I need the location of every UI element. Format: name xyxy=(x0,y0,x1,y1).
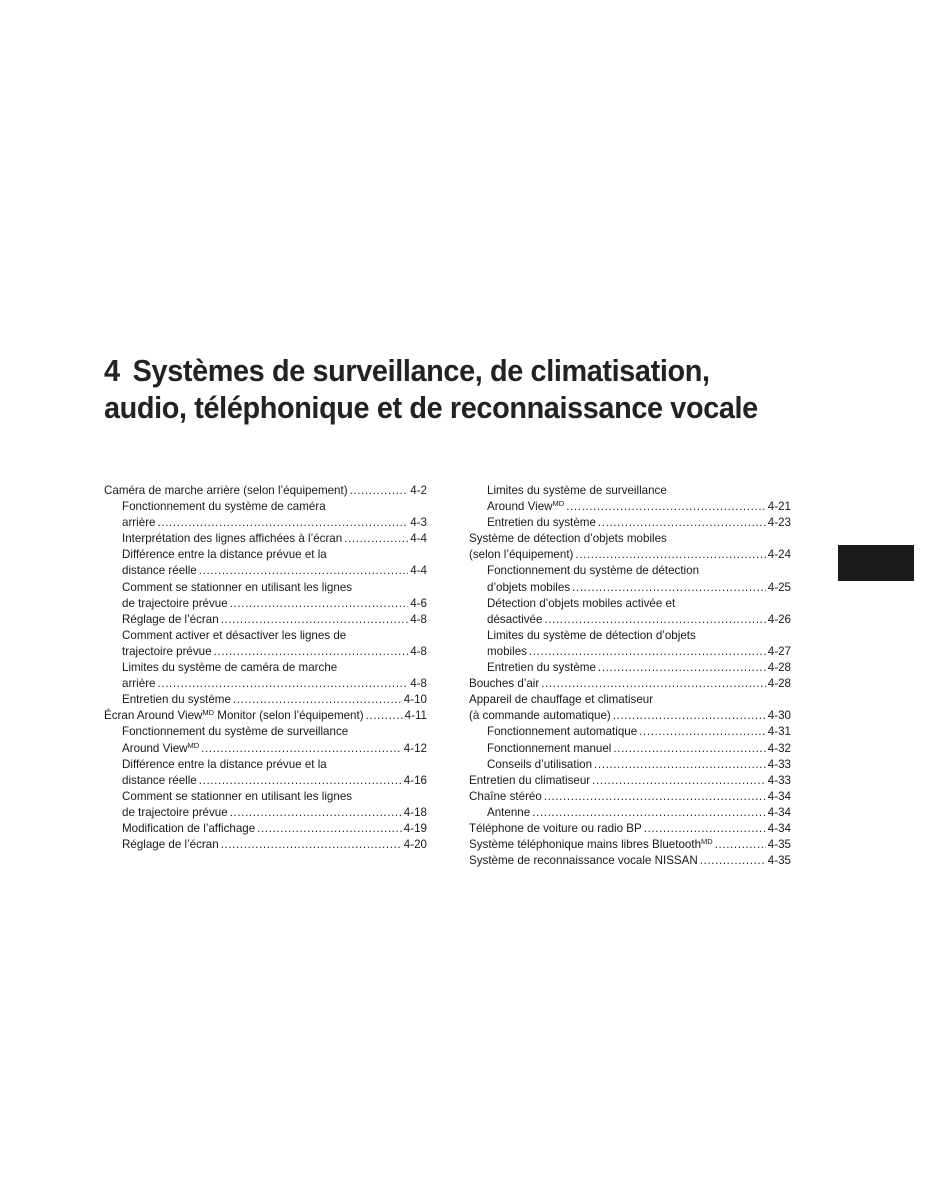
toc-entry-label xyxy=(487,805,530,821)
toc-entry[interactable] xyxy=(469,757,791,773)
toc-entry[interactable] xyxy=(469,531,791,563)
toc-entry[interactable] xyxy=(104,789,427,821)
chapter-title xyxy=(104,352,829,426)
toc-entry-label-text: distance réelle xyxy=(122,773,197,787)
toc-entry-label-text: Conseils d’utilisation xyxy=(487,757,593,771)
toc-entry-row xyxy=(104,612,427,628)
toc-entry[interactable] xyxy=(469,563,791,595)
dot-leader xyxy=(598,515,766,531)
toc-entry-title-line: Détection d’objets mobiles activée et xyxy=(487,596,676,610)
toc-entry-row xyxy=(469,644,791,660)
toc-entry-label-text: Écran Around View xyxy=(104,709,203,723)
toc-page-number: 4-33 xyxy=(767,757,791,771)
toc-entry-label xyxy=(469,837,713,853)
toc-entry-row xyxy=(469,660,791,676)
toc-entry-label xyxy=(469,708,611,724)
toc-page-number: 4-28 xyxy=(767,677,791,691)
toc-entry-row xyxy=(104,563,427,579)
toc-entry-title-line: Limites du système de caméra de marche xyxy=(122,661,338,675)
toc-entry-label xyxy=(122,612,219,628)
toc-entry[interactable] xyxy=(469,676,791,692)
toc-entry-title-line: Fonctionnement du système de détection xyxy=(487,564,700,578)
toc-entry-label-text: Fonctionnement manuel xyxy=(487,741,612,755)
toc-entry-label xyxy=(104,708,364,724)
chapter-title-line-1 xyxy=(104,352,829,389)
toc-page-number: 4-23 xyxy=(767,516,791,530)
toc-entry[interactable] xyxy=(104,757,427,789)
toc-entry[interactable] xyxy=(104,547,427,579)
toc-entry-label-text: Fonctionnement automatique xyxy=(487,725,638,739)
toc-entry-row xyxy=(104,676,427,692)
toc-right-column xyxy=(469,483,791,869)
dot-leader xyxy=(257,821,402,837)
toc-page-number: 4-12 xyxy=(403,741,427,755)
toc-entry[interactable] xyxy=(469,773,791,789)
toc-entry-label xyxy=(487,499,564,515)
toc-entry-row xyxy=(469,837,791,853)
toc-page-number: 4-10 xyxy=(403,693,427,707)
toc-entry-title-line: Limites du système de surveillance xyxy=(487,484,667,497)
toc-entry-title-line: Différence entre la distance prévue et la xyxy=(122,757,327,771)
toc-entry-label xyxy=(122,563,197,579)
toc-entry-row xyxy=(469,805,791,821)
dot-leader xyxy=(201,741,402,757)
toc-entry-label xyxy=(487,644,527,660)
toc-page-number: 4-31 xyxy=(767,725,791,739)
toc-entry-title-line: Appareil de chauffage et climatiseur xyxy=(469,693,654,707)
toc-entry-label-text: Around View xyxy=(122,741,188,755)
toc-entry-row xyxy=(104,644,427,660)
toc-page-number: 4-27 xyxy=(767,644,791,658)
dot-leader xyxy=(230,805,402,821)
toc-entry-label xyxy=(104,483,348,499)
toc-entry-label-text: Réglage de l’écran xyxy=(122,612,219,626)
dot-leader xyxy=(350,483,409,499)
toc-entry-row xyxy=(469,708,791,724)
dot-leader xyxy=(532,805,766,821)
toc-page-number: 4-19 xyxy=(403,821,427,835)
chapter-number: 4 xyxy=(104,353,120,388)
toc-page-number: 4-8 xyxy=(410,644,427,658)
toc-entry-label-text: Entretien du système xyxy=(487,661,596,675)
toc-entry-row xyxy=(469,741,791,757)
toc-page-number: 4-8 xyxy=(410,612,427,626)
dot-leader xyxy=(566,499,766,515)
toc-page-number: 4-20 xyxy=(403,838,427,852)
toc-entry-row xyxy=(469,821,791,837)
toc-entry-label-text: Interprétation des lignes affichées à l’écran xyxy=(122,532,343,546)
toc-entry-label-text: Entretien du système xyxy=(487,516,596,530)
dot-leader xyxy=(199,773,402,789)
trademark-superscript: MD xyxy=(552,499,565,509)
toc-page-number: 4-2 xyxy=(410,484,427,497)
toc-entry-label-text: désactivée xyxy=(487,612,543,626)
toc-entry-label-text: (à commande automatique) xyxy=(469,709,611,723)
toc-page-number: 4-34 xyxy=(767,805,791,819)
toc-entry-label xyxy=(469,547,573,563)
toc-entry-label-text: Entretien du système xyxy=(122,693,231,707)
toc-page-number: 4-16 xyxy=(403,773,427,787)
toc-page-number: 4-18 xyxy=(403,805,427,819)
toc-entry-label xyxy=(122,692,231,708)
dot-leader xyxy=(544,612,765,628)
toc-entry-label-text: Téléphone de voiture ou radio BP xyxy=(469,821,642,835)
toc-entry[interactable] xyxy=(104,660,427,692)
toc-entry-label-text: Système téléphonique mains libres Bluetooth xyxy=(469,838,702,852)
toc-entry[interactable] xyxy=(469,821,791,837)
toc-entry[interactable] xyxy=(469,853,791,869)
toc-page-number: 4-34 xyxy=(767,821,791,835)
toc-entry-row xyxy=(469,612,791,628)
toc-entry-label-text: Caméra de marche arrière (selon l’équipement) xyxy=(104,484,348,497)
toc-entry[interactable] xyxy=(469,515,791,531)
toc-entry-label-text: Système de reconnaissance vocale NISSAN xyxy=(469,854,698,868)
toc-entry[interactable] xyxy=(104,692,427,708)
dot-leader xyxy=(221,837,402,853)
toc-entry-label-text: arrière xyxy=(122,516,156,530)
toc-page-number: 4-3 xyxy=(410,516,427,530)
dot-leader xyxy=(214,644,409,660)
toc-entry-row xyxy=(104,773,427,789)
dot-leader xyxy=(529,644,766,660)
toc-entry-row xyxy=(469,757,791,773)
toc-entry-row xyxy=(104,821,427,837)
toc-entry[interactable] xyxy=(104,612,427,628)
toc-entry-row xyxy=(104,805,427,821)
toc-entry-label xyxy=(487,612,542,628)
chapter-thumb-tab xyxy=(838,545,914,581)
toc-entry[interactable] xyxy=(104,499,427,531)
toc-entry-row xyxy=(469,773,791,789)
toc-entry-label-text: trajectoire prévue xyxy=(122,644,212,658)
toc-entry[interactable] xyxy=(469,692,791,724)
toc-entry-row xyxy=(104,741,427,757)
toc-page-number: 4-6 xyxy=(410,596,427,610)
toc-entry-row xyxy=(469,724,791,740)
dot-leader xyxy=(639,724,766,740)
toc-page-number: 4-11 xyxy=(404,709,427,723)
toc-page-number: 4-8 xyxy=(410,677,427,691)
toc-entry-label xyxy=(122,531,342,547)
trademark-superscript: MD xyxy=(187,740,200,750)
toc-entry-row xyxy=(104,596,427,612)
dot-leader xyxy=(700,853,766,869)
toc-entry[interactable] xyxy=(469,483,791,515)
toc-entry[interactable] xyxy=(104,837,427,853)
dot-leader xyxy=(715,837,766,853)
toc-entry-row xyxy=(469,676,791,692)
toc-entry-row xyxy=(469,499,791,515)
toc-entry[interactable] xyxy=(469,724,791,740)
toc-page-number: 4-28 xyxy=(767,661,791,675)
toc-entry-row xyxy=(104,837,427,853)
dot-leader xyxy=(575,547,765,563)
toc-page-number: 4-25 xyxy=(767,580,791,594)
toc-entry-label xyxy=(487,741,611,757)
toc-entry-label-text: Around View xyxy=(487,500,553,514)
toc-entry[interactable] xyxy=(469,596,791,628)
toc-page-number: 4-34 xyxy=(767,789,791,803)
toc-entry-label-text: d’objets mobiles xyxy=(487,580,571,594)
toc-entry-row xyxy=(469,580,791,596)
toc-entry[interactable] xyxy=(469,741,791,757)
dot-leader xyxy=(221,612,409,628)
toc-entry-label-text: arrière xyxy=(122,677,156,691)
toc-entry[interactable] xyxy=(469,660,791,676)
toc-entry-label-text: distance réelle xyxy=(122,564,197,578)
toc-entry-title-line: Limites du système de détection d’objets xyxy=(487,628,696,642)
dot-leader xyxy=(613,708,766,724)
trademark-superscript: MD xyxy=(202,708,215,718)
toc-entry-label-text: Bouches d’air xyxy=(469,677,540,691)
dot-leader xyxy=(233,692,402,708)
dot-leader xyxy=(598,660,766,676)
toc-page-number: 4-30 xyxy=(767,709,791,723)
toc-entry[interactable] xyxy=(469,628,791,660)
toc-entry-row xyxy=(469,789,791,805)
dot-leader xyxy=(572,580,766,596)
toc-entry-row xyxy=(469,515,791,531)
toc-page-number: 4-35 xyxy=(767,838,791,852)
toc-entry-label xyxy=(122,773,197,789)
toc-left-column xyxy=(104,483,427,853)
toc-entry-label-text: Entretien du climatiseur xyxy=(469,773,591,787)
toc-entry-title-line: Comment se stationner en utilisant les lignes xyxy=(122,789,353,803)
toc-entry-label xyxy=(469,676,539,692)
toc-entry[interactable] xyxy=(469,805,791,821)
toc-entry-label xyxy=(122,676,156,692)
dot-leader xyxy=(366,708,403,724)
toc-entry[interactable] xyxy=(104,531,427,547)
toc-entry-title-line: Système de détection d’objets mobiles xyxy=(469,532,667,546)
toc-entry-row xyxy=(104,483,427,499)
toc-entry-label-text: Modification de l’affichage xyxy=(122,821,256,835)
toc-entry-row xyxy=(104,708,427,724)
chapter-title-line-2: audio, téléphonique et de reconnaissance vocale xyxy=(104,390,758,425)
toc-page-number: 4-4 xyxy=(410,564,427,578)
toc-entry-label xyxy=(122,837,219,853)
toc-page-number: 4-26 xyxy=(767,612,791,626)
toc-entry-row xyxy=(104,531,427,547)
toc-entry-label-text: mobiles xyxy=(487,644,527,658)
toc-entry[interactable] xyxy=(469,837,791,853)
toc-entry[interactable] xyxy=(469,789,791,805)
toc-page-number: 4-24 xyxy=(767,548,791,562)
toc-entry-label xyxy=(122,805,228,821)
dot-leader xyxy=(158,676,409,692)
toc-entry-row xyxy=(104,692,427,708)
toc-entry-title-line: Comment se stationner en utilisant les lignes xyxy=(122,580,353,594)
toc-page-number: 4-33 xyxy=(767,773,791,787)
toc-entry[interactable] xyxy=(104,821,427,837)
toc-entry-label xyxy=(469,821,642,837)
toc-entry-row xyxy=(469,547,791,563)
toc-entry-label xyxy=(122,821,255,837)
toc-entry-label xyxy=(122,644,212,660)
dot-leader xyxy=(592,773,766,789)
toc-page-number: 4-4 xyxy=(410,532,427,546)
dot-leader xyxy=(230,596,409,612)
dot-leader xyxy=(344,531,408,547)
dot-leader xyxy=(644,821,766,837)
toc-page-number: 4-35 xyxy=(767,854,791,868)
toc-entry[interactable] xyxy=(104,628,427,660)
toc-entry-title-line: Fonctionnement du système de surveillance xyxy=(122,725,349,739)
toc-entry-label xyxy=(122,596,228,612)
toc-entry[interactable] xyxy=(104,483,427,499)
dot-leader xyxy=(594,757,766,773)
toc-entry-label xyxy=(487,580,570,596)
chapter-title-text-1: Systèmes de surveillance, de climatisation, xyxy=(132,353,710,388)
dot-leader xyxy=(158,515,409,531)
toc-entry[interactable] xyxy=(104,708,427,724)
toc-entry-label xyxy=(469,789,542,805)
dot-leader xyxy=(613,741,765,757)
toc-entry-title-line: Fonctionnement du système de caméra xyxy=(122,500,326,514)
trademark-superscript: MD xyxy=(701,837,713,847)
toc-entry-label xyxy=(487,757,592,773)
toc-entry-label xyxy=(122,741,199,757)
toc-entry[interactable] xyxy=(104,724,427,756)
toc-entry-label xyxy=(487,515,596,531)
toc-entry-label xyxy=(469,773,590,789)
dot-leader xyxy=(544,789,766,805)
toc-entry[interactable] xyxy=(104,580,427,612)
toc-page-number: 4-21 xyxy=(767,500,791,514)
toc-entry-label-text: de trajectoire prévue xyxy=(122,596,228,610)
toc-entry-label-text: Antenne xyxy=(487,805,531,819)
toc-entry-label-text: Réglage de l’écran xyxy=(122,838,219,852)
toc-entry-label xyxy=(469,853,698,869)
toc-entry-label xyxy=(122,515,156,531)
toc-entry-label-text: Chaîne stéréo xyxy=(469,789,542,803)
toc-entry-row xyxy=(104,515,427,531)
toc-entry-row xyxy=(469,853,791,869)
toc-entry-label-suffix: Monitor (selon l’équipement) xyxy=(214,709,364,723)
toc-entry-title-line: Comment activer et désactiver les lignes de xyxy=(122,628,347,642)
toc-entry-label-text: (selon l’équipement) xyxy=(469,548,574,562)
toc-entry-title-line: Différence entre la distance prévue et la xyxy=(122,548,327,562)
toc-page-number: 4-32 xyxy=(767,741,791,755)
toc-entry-label-text: de trajectoire prévue xyxy=(122,805,228,819)
toc-entry-label xyxy=(487,660,596,676)
dot-leader xyxy=(541,676,766,692)
dot-leader xyxy=(199,563,408,579)
toc-entry-label xyxy=(487,724,637,740)
